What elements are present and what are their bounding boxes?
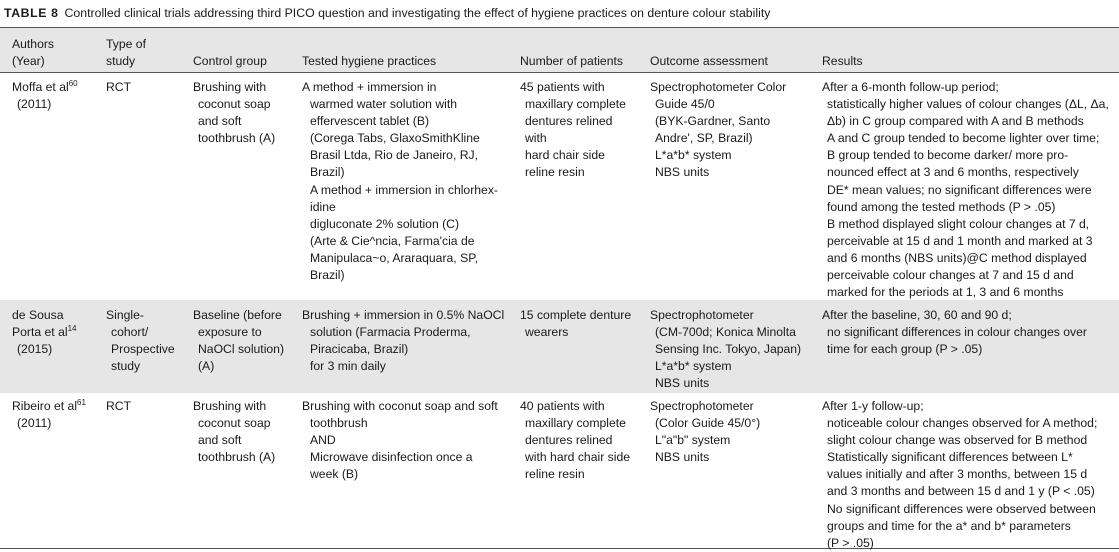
tested-line: (Arte & Cie^ncia, Farma'cia de [310, 233, 475, 248]
author-year: (2011) [17, 416, 52, 431]
row-2-tested [302, 307, 504, 375]
header-rule [0, 72, 1119, 73]
results-line: B method displayed slight colour changes at 7 d, [827, 216, 1090, 231]
outcome-line: Spectrophotometer [650, 399, 754, 413]
row-3-outcome [650, 398, 760, 466]
row-3-type [106, 398, 131, 415]
results-line: DE* mean values; no significant differences were [827, 182, 1092, 197]
row-3-tested [302, 398, 498, 483]
tested-line: A method + immersion in chlorhex- [310, 182, 498, 197]
patients-line: 40 patients with [520, 399, 605, 413]
author-name: Ribeiro et al [12, 399, 78, 413]
row-3-control [193, 398, 275, 466]
row-2-type [106, 307, 175, 375]
author-year: (2011) [17, 97, 52, 112]
table-caption-text: Controlled clinical trials addressing third PICO question and investigating the effect of hygiene practices on denture colour stability [64, 6, 771, 20]
results-line: slight colour change was observed for B method [827, 433, 1088, 448]
tested-line: Brazil) [310, 268, 345, 283]
results-line: (P > .05) [827, 535, 874, 550]
row-2-outcome [650, 307, 801, 392]
row-1-authors [12, 79, 78, 113]
outcome-line: L*a*b* system [655, 148, 732, 163]
type-line: Prospective [111, 342, 175, 357]
outcome-line: (CM-700d; Konica Minolta [655, 325, 796, 340]
control-line: and soft [198, 433, 242, 448]
results-line: noticeable colour changes observed for A method; [827, 416, 1098, 431]
control-line: Brushing with [193, 399, 267, 413]
control-line: and soft [198, 114, 242, 129]
author-name: de Sousa [12, 308, 64, 322]
header-control: Control group [193, 54, 267, 68]
header-authors-line: (Year) [12, 54, 45, 68]
results-line: After a 6-month follow-up period; [822, 80, 999, 94]
results-line: and 6 months (NBS units)@C method displayed [827, 250, 1087, 265]
tested-line: warmed water solution with [310, 97, 457, 112]
author-name: Porta et al [12, 325, 68, 340]
control-line: toothbrush (A) [198, 131, 276, 146]
outcome-line: (Color Guide 45/0°) [655, 416, 761, 431]
patients-line: dentures relined [525, 114, 613, 129]
row-2-authors [12, 307, 76, 358]
header-type-line: Type of [106, 37, 146, 51]
tested-line: solution (Farmacia Proderma, [310, 325, 471, 340]
row-3-authors [12, 398, 86, 432]
type-line: study [111, 359, 141, 374]
outcome-line: (BYK-Gardner, Santo [655, 114, 771, 129]
type-line: Single- [106, 308, 144, 322]
header-results: Results [822, 54, 863, 68]
tested-line: Brushing with coconut soap and soft [302, 399, 498, 413]
control-line: Baseline (before [193, 308, 282, 322]
results-line: B group tended to become darker/ more pro- [827, 148, 1069, 163]
results-line: found among the tested methods (P > .05) [827, 199, 1056, 214]
outcome-line: Andre', SP, Brazil) [655, 131, 753, 146]
author-year: (2015) [17, 342, 53, 357]
tested-line: toothbrush [310, 416, 368, 431]
outcome-line: NBS units [655, 450, 710, 465]
row-1-results [822, 79, 1109, 301]
patients-line: with [525, 131, 547, 146]
row-1-type [106, 79, 131, 96]
header-type-line: study [106, 54, 136, 68]
results-line: statistically higher values of colour changes (ΔL, Δa, [827, 97, 1109, 112]
header-authors-line: Authors [12, 37, 55, 51]
tested-line: week (B) [310, 467, 359, 482]
results-line: nounced effect at 3 and 6 months, respectively [827, 165, 1079, 180]
row-2-results [822, 307, 1087, 358]
results-line: A and C group tended to become lighter over time; [827, 131, 1100, 146]
author-ref: 60 [68, 79, 78, 88]
tested-line: Brushing + immersion in 0.5% NaOCl [302, 308, 505, 322]
patients-line: with hard chair side [525, 450, 630, 465]
header-authors [12, 36, 54, 70]
outcome-line: Sensing Inc. Tokyo, Japan) [655, 342, 802, 357]
results-line: After the baseline, 30, 60 and 90 d; [822, 308, 1012, 322]
control-line: (A) [198, 359, 215, 374]
patients-line: wearers [525, 325, 569, 340]
outcome-line: L"a"b" system [655, 433, 731, 448]
results-line: perceivable at 15 d and 1 month and marked at 3 [827, 233, 1093, 248]
control-line: Brushing with [193, 80, 267, 94]
control-line: toothbrush (A) [198, 450, 276, 465]
tested-line: digluconate 2% solution (C) [310, 216, 460, 231]
outcome-line: Guide 45/0 [655, 97, 715, 112]
author-ref: 61 [77, 398, 86, 407]
patients-line: maxillary complete [525, 97, 626, 112]
results-line: no significant differences in colour changes over [827, 325, 1087, 340]
row-3-patients [520, 398, 630, 483]
table-label: TABLE 8 [4, 6, 59, 20]
tested-line: Brasil Ltda, Rio de Janeiro, RJ, [310, 148, 478, 163]
tested-line: A method + immersion in [302, 80, 437, 94]
header-type [106, 36, 146, 70]
author-ref: 14 [67, 324, 77, 334]
results-line: Δb) in C group compared with A and B methods [827, 114, 1084, 129]
row-1-patients [520, 79, 626, 182]
table-caption [4, 5, 770, 21]
tested-line: (Corega Tabs, GlaxoSmithKline [310, 131, 480, 146]
outcome-line: Spectrophotometer [650, 308, 754, 322]
results-line: After 1-y follow-up; [822, 399, 924, 413]
control-line: NaOCl solution) [198, 342, 285, 357]
results-line: groups and time for the a* and b* parameters [827, 518, 1071, 533]
row-3-results [822, 398, 1097, 552]
type-line: cohort/ [111, 325, 149, 340]
results-line: time for each group (P > .05) [827, 342, 983, 357]
patients-line: hard chair side [525, 148, 605, 163]
outcome-line: NBS units [655, 376, 710, 391]
control-line: coconut soap [198, 416, 271, 431]
results-line: perceivable colour changes at 7 and 15 d and [827, 268, 1074, 283]
tested-line: Brazil) [310, 165, 345, 180]
row-1-control [193, 79, 275, 147]
results-line: No significant differences were observed between [827, 501, 1096, 516]
header-patients: Number of patients [520, 54, 623, 68]
results-line: values initially and after 3 months, between 15 d [827, 467, 1088, 482]
row-2-control [193, 307, 284, 375]
results-line: marked for the periods at 1, 3 and 6 months [827, 285, 1064, 300]
author-name: Moffa et al [12, 80, 69, 94]
tested-line: for 3 min daily [310, 359, 386, 374]
tested-line: AND [310, 433, 336, 448]
tested-line: Microwave disinfection once a [310, 450, 473, 465]
tested-line: effervescent tablet (B) [310, 114, 430, 129]
row-1-tested [302, 79, 498, 284]
patients-line: reline resin [525, 467, 585, 482]
results-line: and 3 months and between 15 d and 1 y (P < .05) [827, 484, 1095, 499]
outcome-line: L*a*b* system [655, 359, 732, 374]
patients-line: maxillary complete [525, 416, 626, 431]
control-line: coconut soap [198, 97, 271, 112]
patients-line: reline resin [525, 165, 585, 180]
control-line: exposure to [198, 325, 262, 340]
patients-line: 45 patients with [520, 80, 605, 94]
header-outcome: Outcome assessment [650, 54, 768, 68]
header-tested: Tested hygiene practices [302, 54, 437, 68]
type-line: RCT [106, 80, 132, 94]
tested-line: idine [310, 199, 336, 214]
patients-line: dentures relined [525, 433, 613, 448]
patients-line: 15 complete denture [520, 308, 632, 322]
row-1-outcome [650, 79, 786, 182]
tested-line: Manipulaca~o, Araraquara, SP, [310, 250, 479, 265]
results-line: Statistically significant differences between L* [827, 450, 1073, 465]
outcome-line: Spectrophotometer Color [650, 80, 787, 94]
tested-line: Piracicaba, Brazil) [310, 342, 409, 357]
row-2-patients [520, 307, 631, 341]
type-line: RCT [106, 399, 132, 413]
outcome-line: NBS units [655, 165, 710, 180]
